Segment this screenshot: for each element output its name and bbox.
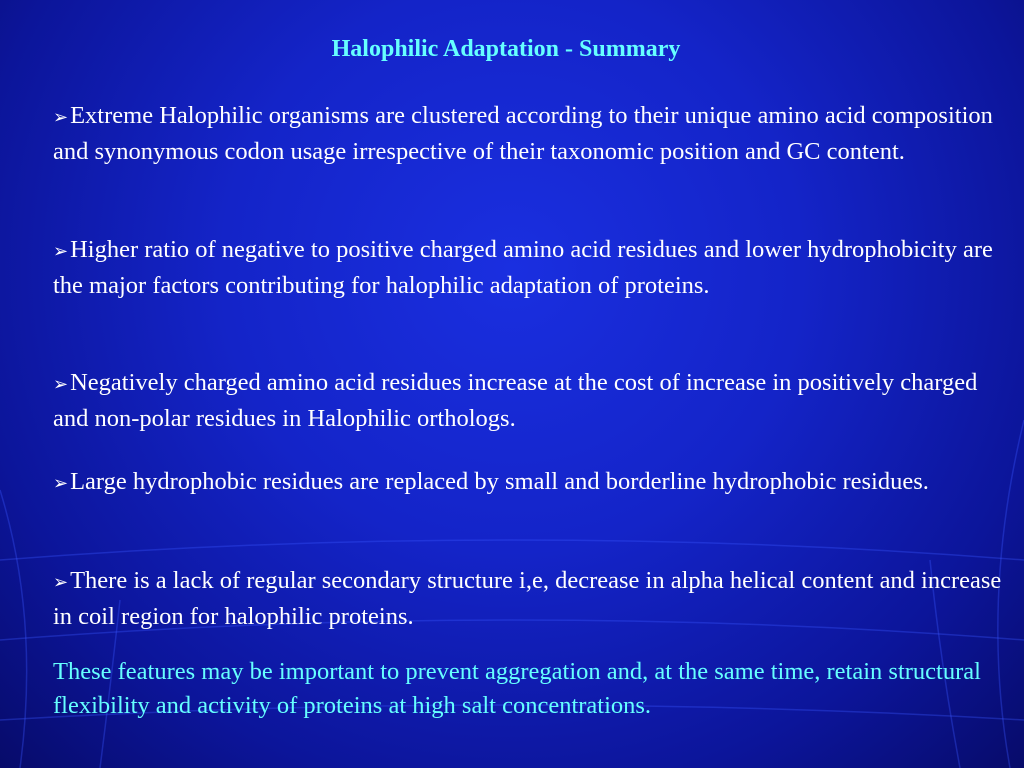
bullet-text: Large hydrophobic residues are replaced by small and borderline hydrophobic residues. [70,468,929,495]
bullet-text: Extreme Halophilic organisms are clustered according to their unique amino acid composition and synonymous codon usage irrespective of their taxonomic position and GC content. [53,102,993,165]
bullet-item [53,366,1013,436]
bullet-item [53,99,1013,169]
bullet-item [53,233,1013,303]
arrow-bullet-icon: ➢ [53,572,69,593]
slide-title: Halophilic Adaptation - Summary [331,36,681,62]
bullet-item [53,564,1013,634]
arrow-bullet-icon: ➢ [53,374,69,395]
bullet-text: Higher ratio of negative to positive charged amino acid residues and lower hydrophobicity are the major factors contributing for halophilic adaptation of proteins. [53,236,993,299]
arrow-bullet-icon: ➢ [53,107,69,128]
arrow-bullet-icon: ➢ [53,473,69,494]
bullet-text: Negatively charged amino acid residues increase at the cost of increase in positively charged and non-polar residues in Halophilic orthologs. [53,369,978,432]
bullet-item [53,465,1013,501]
conclusion-text: These features may be important to prevent aggregation and, at the same time, retain structural flexibility and activity of proteins at high salt concentrations. [53,658,981,719]
arrow-bullet-icon: ➢ [53,241,69,262]
bullet-text: There is a lack of regular secondary structure i,e, decrease in alpha helical content and increase in coil region for halophilic proteins. [53,567,1002,630]
